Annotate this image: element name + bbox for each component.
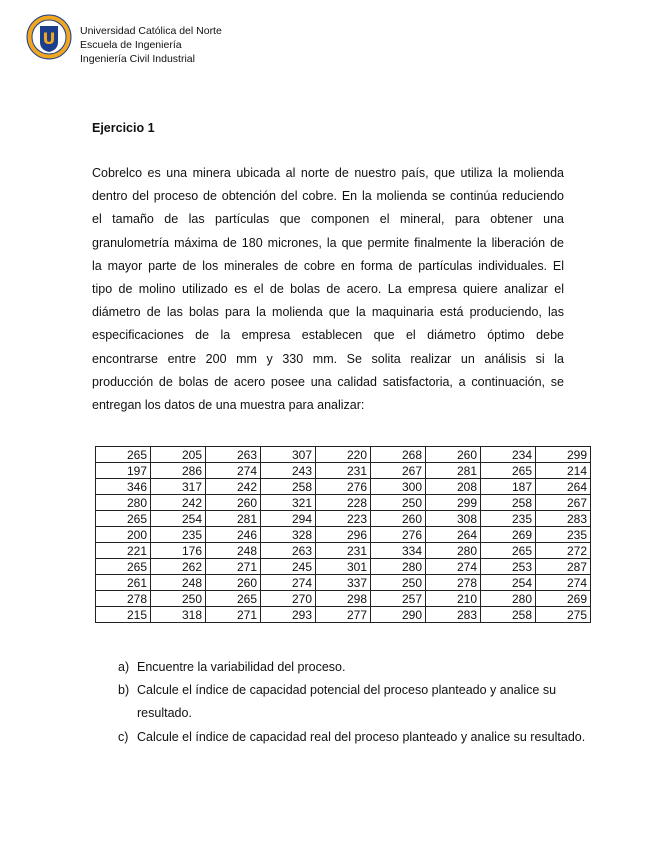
paragraph-line: la mayor parte de los minerales de cobre en forma de partículas individuales. El [92, 258, 564, 273]
table-cell: 250 [371, 495, 426, 511]
table-cell: 274 [261, 575, 316, 591]
table-cell: 287 [536, 559, 591, 575]
question-text: Calcule el índice de capacidad potencial del proceso planteado y analice su [137, 683, 557, 698]
table-cell: 281 [426, 463, 481, 479]
table-cell: 308 [426, 511, 481, 527]
table-cell: 248 [151, 575, 206, 591]
table-cell: 274 [206, 463, 261, 479]
question-text: resultado. [137, 706, 192, 721]
table-cell: 260 [206, 575, 261, 591]
table-cell: 294 [261, 511, 316, 527]
table-cell: 281 [206, 511, 261, 527]
table-row [96, 575, 591, 591]
table-cell: 307 [261, 447, 316, 463]
paragraph-line: encontrarse entre 200 mm y 330 mm. Se solita realizar un análisis si la [92, 351, 564, 366]
table-cell: 265 [481, 463, 536, 479]
paragraph-line: el tamaño de las partículas que componen el mineral, para obtener una [92, 212, 564, 227]
table-cell: 242 [151, 495, 206, 511]
table-cell: 223 [316, 511, 371, 527]
table-cell: 245 [261, 559, 316, 575]
table-cell: 231 [316, 543, 371, 559]
logo-letter: U [42, 29, 56, 48]
table-cell: 210 [426, 591, 481, 607]
paragraph-line: tipo de molino utilizado es el de bolas de acero. La empresa quiere analizar el [92, 282, 564, 297]
table-cell: 263 [206, 447, 261, 463]
question-item [118, 656, 618, 679]
table-cell: 220 [316, 447, 371, 463]
table-cell: 274 [536, 575, 591, 591]
table-cell: 268 [371, 447, 426, 463]
table-row [96, 527, 591, 543]
sample-data-table [95, 446, 591, 623]
table-cell: 248 [206, 543, 261, 559]
table-cell: 200 [96, 527, 151, 543]
table-cell: 265 [206, 591, 261, 607]
table-cell: 267 [371, 463, 426, 479]
table-cell: 214 [536, 463, 591, 479]
table-cell: 253 [481, 559, 536, 575]
table-cell: 283 [536, 511, 591, 527]
table-row [96, 607, 591, 623]
question-item [118, 679, 618, 702]
table-cell: 275 [536, 607, 591, 623]
header-line-program: Ingeniería Civil Industrial [80, 53, 195, 65]
paragraph-line: diámetro de las bolas para la molienda que la maquinaria está produciendo, las [92, 305, 564, 320]
table-cell: 317 [151, 479, 206, 495]
table-cell: 276 [316, 479, 371, 495]
table-cell: 277 [316, 607, 371, 623]
table-row [96, 511, 591, 527]
table-cell: 272 [536, 543, 591, 559]
table-cell: 235 [151, 527, 206, 543]
question-letter: c) [118, 729, 129, 744]
table-cell: 293 [261, 607, 316, 623]
table-cell: 231 [316, 463, 371, 479]
table-cell: 280 [426, 543, 481, 559]
table-cell: 298 [316, 591, 371, 607]
header-institution [80, 24, 222, 66]
table-cell: 290 [371, 607, 426, 623]
paragraph-line: granulometría máxima de 180 micrones, la que permite finalmente la liberación de [92, 235, 564, 250]
university-seal-icon [26, 14, 72, 60]
table-cell: 205 [151, 447, 206, 463]
table-cell: 271 [206, 607, 261, 623]
question-text: Encuentre la variabilidad del proceso. [137, 660, 346, 674]
question-letter: b) [118, 683, 130, 698]
question-text: Calcule el índice de capacidad real del proceso planteado y analice su resultado. [137, 729, 586, 744]
university-seal-logo [26, 14, 72, 60]
table-cell: 337 [316, 575, 371, 591]
table-cell: 265 [96, 447, 151, 463]
table-cell: 258 [481, 607, 536, 623]
table-cell: 254 [151, 511, 206, 527]
questions-list [118, 656, 618, 749]
table-cell: 235 [536, 527, 591, 543]
paragraph-line: Cobrelco es una minera ubicada al norte de nuestro país, que utiliza la molienda [92, 166, 564, 180]
table-cell: 280 [481, 591, 536, 607]
table-cell: 300 [371, 479, 426, 495]
header-line-university: Universidad Católica del Norte [80, 25, 222, 37]
table-cell: 286 [151, 463, 206, 479]
table-cell: 208 [426, 479, 481, 495]
table-cell: 299 [536, 447, 591, 463]
question-item [118, 726, 618, 749]
table-cell: 265 [96, 559, 151, 575]
table-cell: 215 [96, 607, 151, 623]
table-cell: 250 [151, 591, 206, 607]
table-cell: 264 [426, 527, 481, 543]
table-cell: 246 [206, 527, 261, 543]
table-row [96, 591, 591, 607]
table-row [96, 479, 591, 495]
table-cell: 263 [261, 543, 316, 559]
exercise-paragraph [92, 162, 564, 417]
question-item-continuation [118, 702, 618, 725]
table-cell: 264 [536, 479, 591, 495]
table-cell: 261 [96, 575, 151, 591]
table-cell: 258 [261, 479, 316, 495]
table-cell: 328 [261, 527, 316, 543]
table-cell: 197 [96, 463, 151, 479]
exercise-title: Ejercicio 1 [92, 121, 155, 135]
table-row [96, 463, 591, 479]
table-cell: 234 [481, 447, 536, 463]
table-cell: 260 [371, 511, 426, 527]
table-cell: 260 [426, 447, 481, 463]
table-cell: 280 [371, 559, 426, 575]
table-cell: 243 [261, 463, 316, 479]
table-cell: 265 [481, 543, 536, 559]
table-cell: 346 [96, 479, 151, 495]
table-cell: 260 [206, 495, 261, 511]
question-letter: a) [118, 660, 130, 674]
paragraph-line: dentro del proceso de obtención del cobre. En la molienda se continúa reduciendo [92, 189, 564, 204]
table-cell: 274 [426, 559, 481, 575]
table-cell: 242 [206, 479, 261, 495]
table-cell: 278 [426, 575, 481, 591]
table-cell: 221 [96, 543, 151, 559]
table-cell: 254 [481, 575, 536, 591]
table-cell: 235 [481, 511, 536, 527]
table-cell: 258 [481, 495, 536, 511]
table-cell: 269 [481, 527, 536, 543]
table-cell: 283 [426, 607, 481, 623]
table-cell: 296 [316, 527, 371, 543]
table-cell: 257 [371, 591, 426, 607]
table-cell: 321 [261, 495, 316, 511]
table-row [96, 447, 591, 463]
table-cell: 271 [206, 559, 261, 575]
table-cell: 187 [481, 479, 536, 495]
table-cell: 276 [371, 527, 426, 543]
table-cell: 334 [371, 543, 426, 559]
table-row [96, 543, 591, 559]
table-cell: 176 [151, 543, 206, 559]
table-row [96, 495, 591, 511]
table-cell: 269 [536, 591, 591, 607]
paragraph-line: especificaciones de la empresa establecen que el diámetro óptimo debe [92, 328, 564, 343]
table-cell: 318 [151, 607, 206, 623]
paragraph-line: entregan los datos de una muestra para analizar: [92, 398, 365, 413]
table-cell: 267 [536, 495, 591, 511]
table-cell: 278 [96, 591, 151, 607]
paragraph-line: producción de bolas de acero posee una calidad satisfactoria, a continuación, se [92, 374, 564, 389]
table-cell: 299 [426, 495, 481, 511]
table-cell: 250 [371, 575, 426, 591]
table-cell: 270 [261, 591, 316, 607]
table-cell: 228 [316, 495, 371, 511]
table-cell: 301 [316, 559, 371, 575]
table-row [96, 559, 591, 575]
table-cell: 280 [96, 495, 151, 511]
table-cell: 262 [151, 559, 206, 575]
table-cell: 265 [96, 511, 151, 527]
header-line-school: Escuela de Ingeniería [80, 39, 182, 51]
question-letter [118, 702, 137, 725]
